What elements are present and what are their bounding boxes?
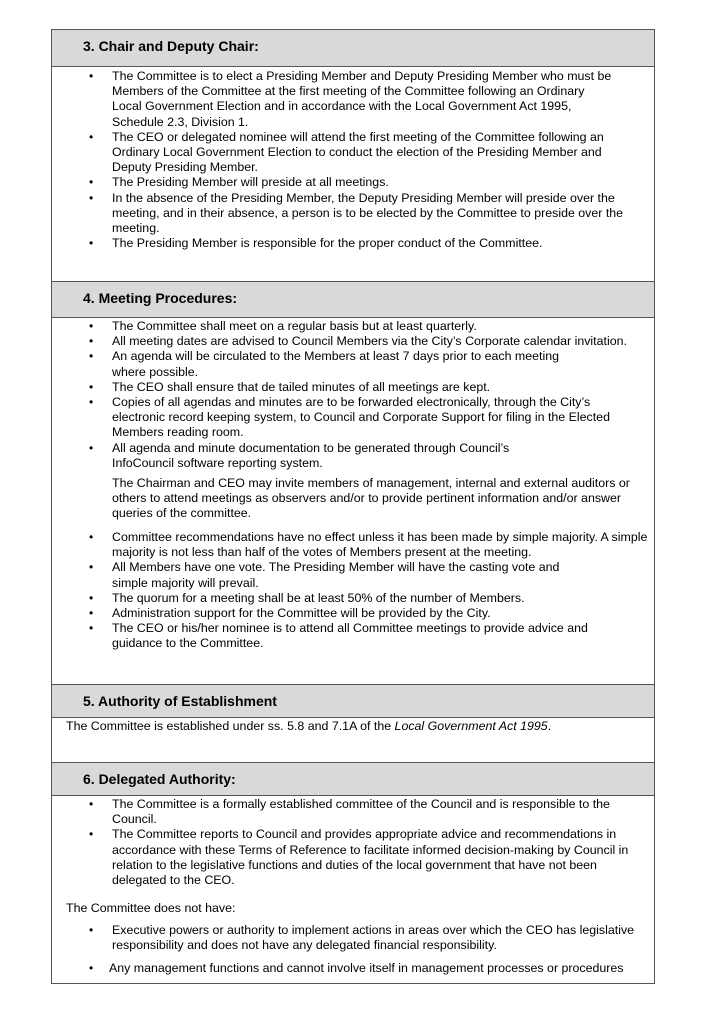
list-item: • The Committee reports to Council and provides appropriate advice and recommendations in accordance with these Terms of Reference to facilitate informed decision-making by Council in relation to the legislative functions and duties of the local government that have not been delegated to the CEO. [52, 827, 654, 888]
terms-of-reference-page [51, 29, 655, 984]
section-6-header [52, 762, 654, 796]
list-item: • The CEO or his/her nominee is to attend all Committee meetings to provide advice and guidance to the Committee. [52, 621, 654, 651]
section-3-header [52, 30, 654, 67]
list-item: • The Committee shall meet on a regular basis but at least quarterly. [52, 319, 654, 334]
section-3-heading: 3. Chair and Deputy Chair: [83, 38, 259, 54]
list-item: • All Members have one vote. The Presiding Member will have the casting vote and simple majority will prevail. [52, 560, 654, 590]
list-item: • All agenda and minute documentation to be generated through Council’s InfoCouncil software reporting system. [52, 441, 654, 471]
section-4-header [52, 281, 654, 318]
list-item: • The CEO shall ensure that de tailed minutes of all meetings are kept. [52, 380, 654, 395]
section-5-heading: 5. Authority of Establishment [83, 693, 277, 709]
list-item: • The quorum for a meeting shall be at least 50% of the number of Members. [52, 591, 654, 606]
section-6-list-b [52, 923, 654, 977]
list-item: • Any management functions and cannot involve itself in management processes or procedures [52, 961, 654, 976]
list-item: • The CEO or delegated nominee will attend the first meeting of the Committee following an Ordinary Local Government Election to conduct the election of the Presiding Member and Deputy Presiding Member. [52, 130, 654, 176]
act-name: Local Government Act 1995 [394, 719, 548, 733]
list-item: • Executive powers or authority to implement actions in areas over which the CEO has legislative responsibility and does not have any delegated financial responsibility. [52, 923, 654, 961]
list-item: • The Committee is to elect a Presiding Member and Deputy Presiding Member who must be Members of the Committee at the first meeting of the Committee following an Ordinary Local Government Election and in accordance with the Local Government Act 1995, Schedule 2.3, Division 1. [52, 69, 654, 130]
list-item: • Copies of all agendas and minutes are to be forwarded electronically, through the City’s electronic record keeping system, to Council and Corporate Support for filing in the Elected Members reading room. [52, 395, 654, 441]
section-6-list-a [52, 797, 654, 888]
list-item: • An agenda will be circulated to the Members at least 7 days prior to each meeting where possible. [52, 349, 654, 379]
section-6-heading: 6. Delegated Authority: [83, 771, 236, 787]
list-item: • In the absence of the Presiding Member, the Deputy Presiding Member will preside over the meeting, and in their absence, a person is to be elected by the Committee to preside over the meeting. [52, 191, 654, 237]
section-5-text-prefix: The Committee is established under ss. 5.8 and 7.1A of the [66, 719, 395, 733]
section-3-list [52, 69, 654, 251]
list-item: • The Presiding Member is responsible for the proper conduct of the Committee. [52, 236, 654, 251]
section-4-list-b [52, 530, 654, 652]
section-4-paragraph: The Chairman and CEO may invite members of management, internal and external auditors or others to attend meetings as observers and/or to provide pertinent information and/or answer queries of the committee. [112, 476, 630, 521]
list-item: • Administration support for the Committee will be provided by the City. [52, 606, 654, 621]
section-4-heading: 4. Meeting Procedures: [83, 290, 238, 306]
list-item: • The Committee is a formally established committee of the Council and is responsible to the Council. [52, 797, 654, 827]
section-5-text-suffix: . [547, 719, 552, 733]
section-5-text [66, 719, 551, 734]
section-4-list-a [52, 319, 654, 471]
list-item: • All meeting dates are advised to Council Members via the City’s Corporate calendar invitation. [52, 334, 654, 349]
list-item: • Committee recommendations have no effect unless it has been made by simple majority. A simple majority is not less than half of the votes of Members present at the meeting. [52, 530, 654, 560]
list-item: • The Presiding Member will preside at all meetings. [52, 175, 654, 190]
not-have-intro: The Committee does not have: [66, 901, 236, 915]
section-5-header [52, 684, 654, 718]
